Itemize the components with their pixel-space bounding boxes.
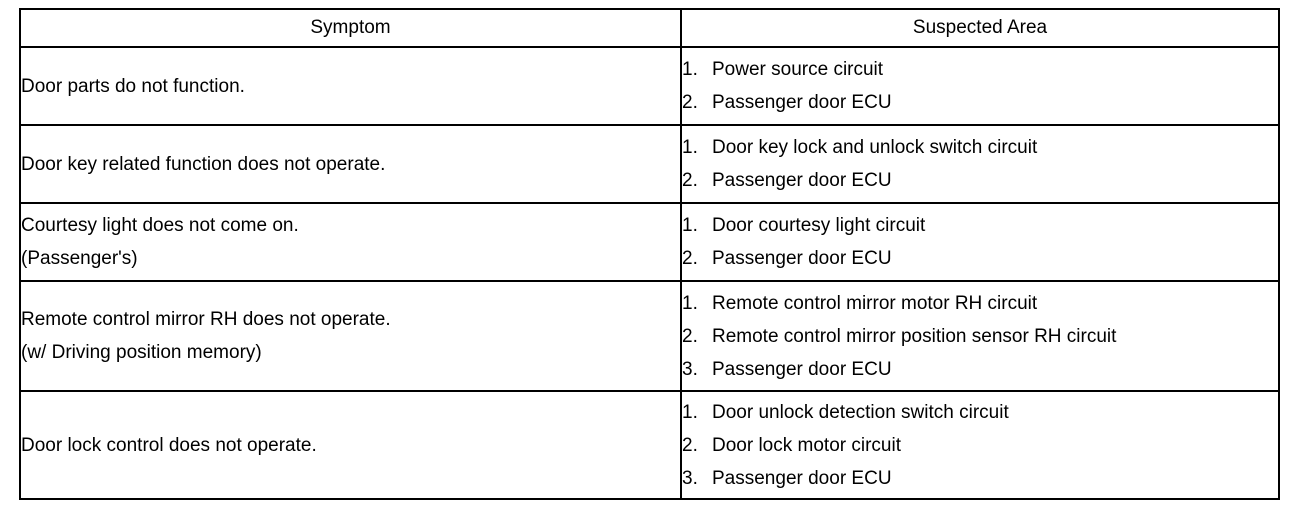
area-number: 1. bbox=[682, 59, 698, 80]
area-number: 2. bbox=[682, 170, 698, 191]
area-text: Remote control mirror position sensor RH circuit bbox=[712, 325, 1117, 347]
area-text: Door lock motor circuit bbox=[712, 434, 901, 456]
area-number: 2. bbox=[682, 92, 698, 113]
area-item bbox=[682, 462, 1278, 495]
area-text: Door key lock and unlock switch circuit bbox=[712, 137, 1038, 158]
table-row bbox=[20, 203, 1279, 281]
suspected-area-cell bbox=[681, 47, 1279, 125]
area-text: Passenger door ECU bbox=[712, 92, 892, 113]
area-number: 2. bbox=[682, 325, 698, 347]
area-text: Passenger door ECU bbox=[712, 358, 892, 380]
symptom-text: (Passenger's) bbox=[21, 248, 138, 269]
area-item bbox=[682, 209, 1278, 242]
symptom-text: (w/ Driving position memory) bbox=[21, 342, 262, 363]
area-item bbox=[682, 242, 1278, 275]
area-number: 1. bbox=[682, 137, 698, 158]
area-item bbox=[682, 353, 1278, 386]
area-item bbox=[682, 287, 1278, 320]
area-item bbox=[682, 164, 1278, 197]
symptom-text: Door key related function does not operate. bbox=[21, 153, 386, 175]
symptom-cell bbox=[20, 203, 681, 281]
symptom-cell bbox=[20, 391, 681, 499]
area-number: 2. bbox=[682, 248, 698, 269]
area-item bbox=[682, 320, 1278, 353]
suspected-area-cell bbox=[681, 203, 1279, 281]
header-suspected-area: Suspected Area bbox=[681, 9, 1279, 47]
area-number: 3. bbox=[682, 467, 698, 489]
area-item bbox=[682, 131, 1278, 164]
symptom-text: Door lock control does not operate. bbox=[21, 434, 317, 456]
symptom-cell bbox=[20, 281, 681, 391]
area-text: Passenger door ECU bbox=[712, 248, 892, 269]
table-row bbox=[20, 391, 1279, 499]
area-item bbox=[682, 53, 1278, 86]
suspected-area-cell bbox=[681, 281, 1279, 391]
area-text: Door unlock detection switch circuit bbox=[712, 401, 1009, 423]
symptom-text: Door parts do not function. bbox=[21, 75, 245, 97]
symptom-text: Remote control mirror RH does not operate. bbox=[21, 309, 391, 330]
area-number: 1. bbox=[682, 401, 698, 423]
table-row bbox=[20, 281, 1279, 391]
area-text: Passenger door ECU bbox=[712, 467, 892, 489]
area-text: Remote control mirror motor RH circuit bbox=[712, 292, 1038, 314]
header-row bbox=[20, 9, 1279, 47]
table-row bbox=[20, 125, 1279, 203]
area-item bbox=[682, 429, 1278, 462]
table-row bbox=[20, 47, 1279, 125]
area-item bbox=[682, 396, 1278, 429]
suspected-area-cell bbox=[681, 391, 1279, 499]
header-symptom: Symptom bbox=[20, 9, 681, 47]
symptom-cell bbox=[20, 47, 681, 125]
symptom-cell bbox=[20, 125, 681, 203]
symptom-table bbox=[19, 8, 1280, 500]
area-number: 1. bbox=[682, 292, 698, 314]
area-number: 1. bbox=[682, 215, 698, 236]
area-text: Power source circuit bbox=[712, 59, 884, 80]
area-text: Door courtesy light circuit bbox=[712, 215, 926, 236]
symptom-text: Courtesy light does not come on. bbox=[21, 215, 299, 236]
area-text: Passenger door ECU bbox=[712, 170, 892, 191]
suspected-area-cell bbox=[681, 125, 1279, 203]
area-number: 2. bbox=[682, 434, 698, 456]
area-item bbox=[682, 86, 1278, 119]
area-number: 3. bbox=[682, 358, 698, 380]
